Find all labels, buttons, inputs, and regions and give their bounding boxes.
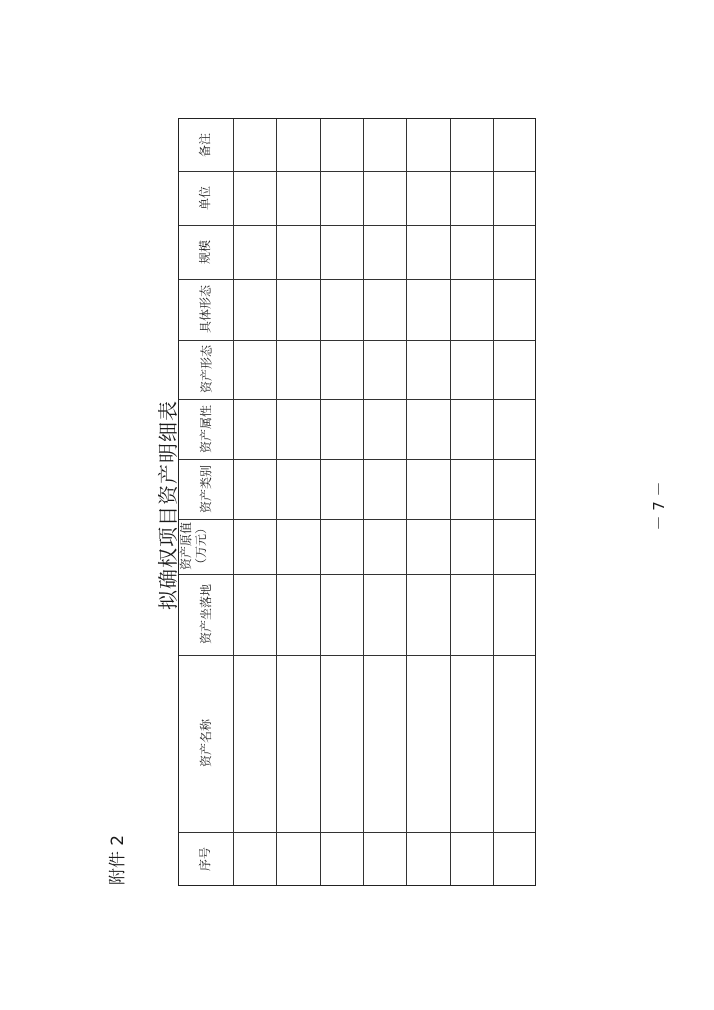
table-rule: [276, 119, 277, 885]
header-scale: 规模: [198, 240, 212, 265]
table-rule: [363, 119, 364, 885]
table-rule: [493, 119, 494, 885]
attachment-label: 附件 2: [108, 834, 128, 886]
table-rule: [450, 119, 451, 885]
header-original-value: 资产原值（万元）: [179, 522, 208, 571]
table-rule: [233, 119, 234, 885]
header-category: 资产类别: [199, 465, 213, 514]
asset-detail-table: [178, 118, 536, 886]
table-rule: [406, 119, 407, 885]
header-unit: 单位: [198, 186, 212, 211]
header-remarks: 备注: [198, 133, 212, 158]
header-name: 资产名称: [199, 719, 213, 768]
document-title: 拟确权项目资产明细表: [156, 400, 180, 610]
page-number: － 7 －: [650, 481, 668, 531]
header-seq: 序号: [198, 847, 212, 872]
table-rule: [320, 119, 321, 885]
header-attribute: 资产属性: [199, 405, 213, 454]
header-specific-form: 具体形态: [198, 285, 213, 334]
header-location: 资产坐落地: [199, 584, 213, 645]
header-form: 资产形态: [199, 345, 214, 394]
